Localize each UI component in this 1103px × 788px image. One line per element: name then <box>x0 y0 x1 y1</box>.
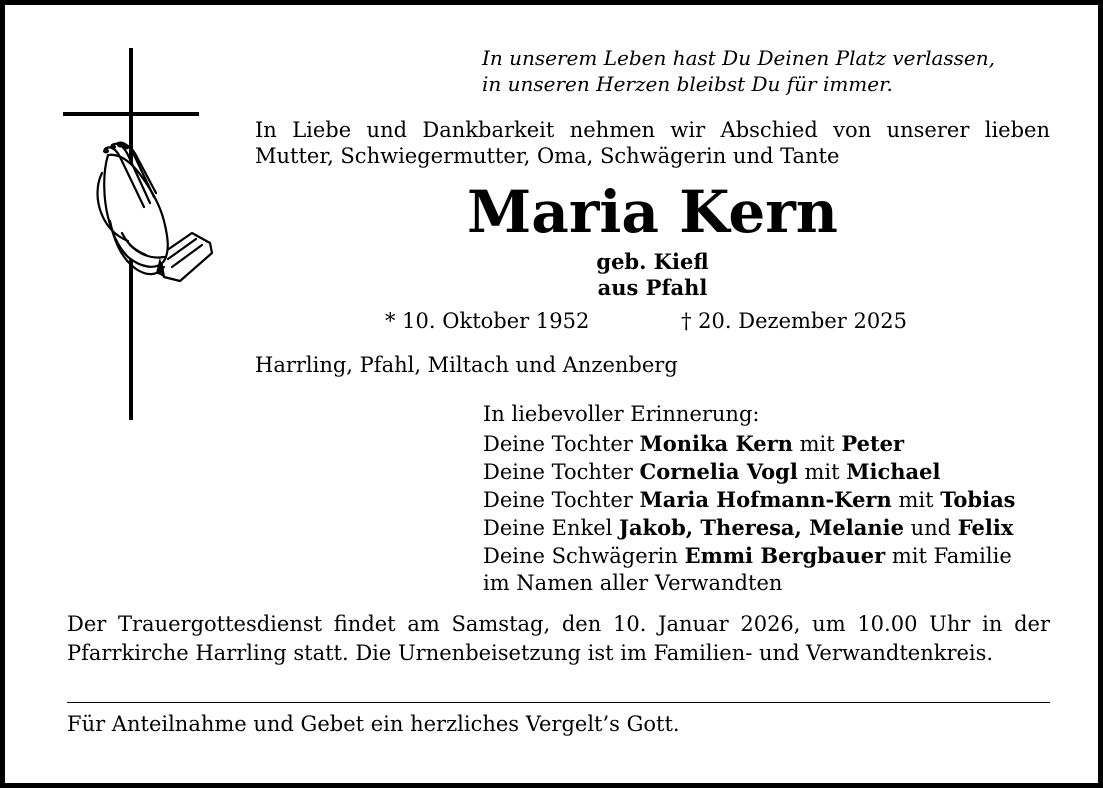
mourner-text: mit <box>797 460 847 484</box>
cross-praying-hands-icon <box>60 45 225 425</box>
deceased-name: Maria Kern <box>467 178 838 246</box>
mourner-text: Deine Schwägerin <box>483 544 685 568</box>
origin: aus Pfahl <box>597 275 708 300</box>
mourner-row <box>483 570 1016 597</box>
service-info: Der Trauergottesdienst findet am Samstag, den 10. Januar 2026, um 10.00 Uhr in der Pfarrkirche Harrling statt. Die Urnenbeisetzung ist im Familien- und Verwandtenkreis. <box>67 612 1050 665</box>
mourner-text: mit <box>891 488 941 512</box>
mourners-list <box>483 430 1016 597</box>
birth-date: * 10. Oktober 1952 <box>385 309 590 333</box>
mourner-name: Michael <box>846 459 941 484</box>
mourner-row <box>483 514 1016 542</box>
mourner-text: mit Familie <box>885 544 1012 568</box>
thanks-text: Für Anteilnahme und Gebet ein herzliches Vergelt’s Gott. <box>67 712 680 736</box>
mourner-text: Deine Tochter <box>483 488 640 512</box>
death-date: † 20. Dezember 2025 <box>681 309 907 333</box>
mourner-text: Deine Tochter <box>483 432 640 456</box>
divider <box>67 702 1050 703</box>
places: Harrling, Pfahl, Miltach und Anzenberg <box>255 353 678 377</box>
motto-line-1: In unserem Leben hast Du Deinen Platz verlassen, <box>482 46 995 70</box>
mourner-text: Deine Tochter <box>483 460 640 484</box>
mourner-row <box>483 458 1016 486</box>
mourner-name: Jakob, Theresa, Melanie <box>619 515 904 540</box>
mourner-row <box>483 486 1016 514</box>
mourner-text: Deine Enkel <box>483 516 620 540</box>
mourner-text: mit <box>792 432 842 456</box>
mourner-row <box>483 542 1016 570</box>
mourner-name: Emmi Bergbauer <box>684 543 886 568</box>
memorial-motto <box>482 45 1062 97</box>
mourner-row <box>483 430 1016 458</box>
intro-text: In Liebe und Dankbarkeit nehmen wir Abschied von unserer lieben Mutter, Schwiegermutter, Oma, Schwägerin und Tante <box>255 118 1050 168</box>
mourner-name: Maria Hofmann-Kern <box>639 487 892 512</box>
maiden-name: geb. Kiefl <box>596 249 709 274</box>
memory-heading: In liebevoller Erinnerung: <box>483 402 760 426</box>
motto-line-2: in unseren Herzen bleibst Du für immer. <box>482 72 893 96</box>
mourner-name: Felix <box>957 515 1014 540</box>
mourner-name: Cornelia Vogl <box>639 459 798 484</box>
mourner-name: Tobias <box>940 487 1016 512</box>
mourner-name: Peter <box>841 431 905 456</box>
mourner-name: Monika Kern <box>639 431 793 456</box>
mourner-text: und <box>903 516 958 540</box>
mourner-text: im Namen aller Verwandten <box>483 571 783 595</box>
